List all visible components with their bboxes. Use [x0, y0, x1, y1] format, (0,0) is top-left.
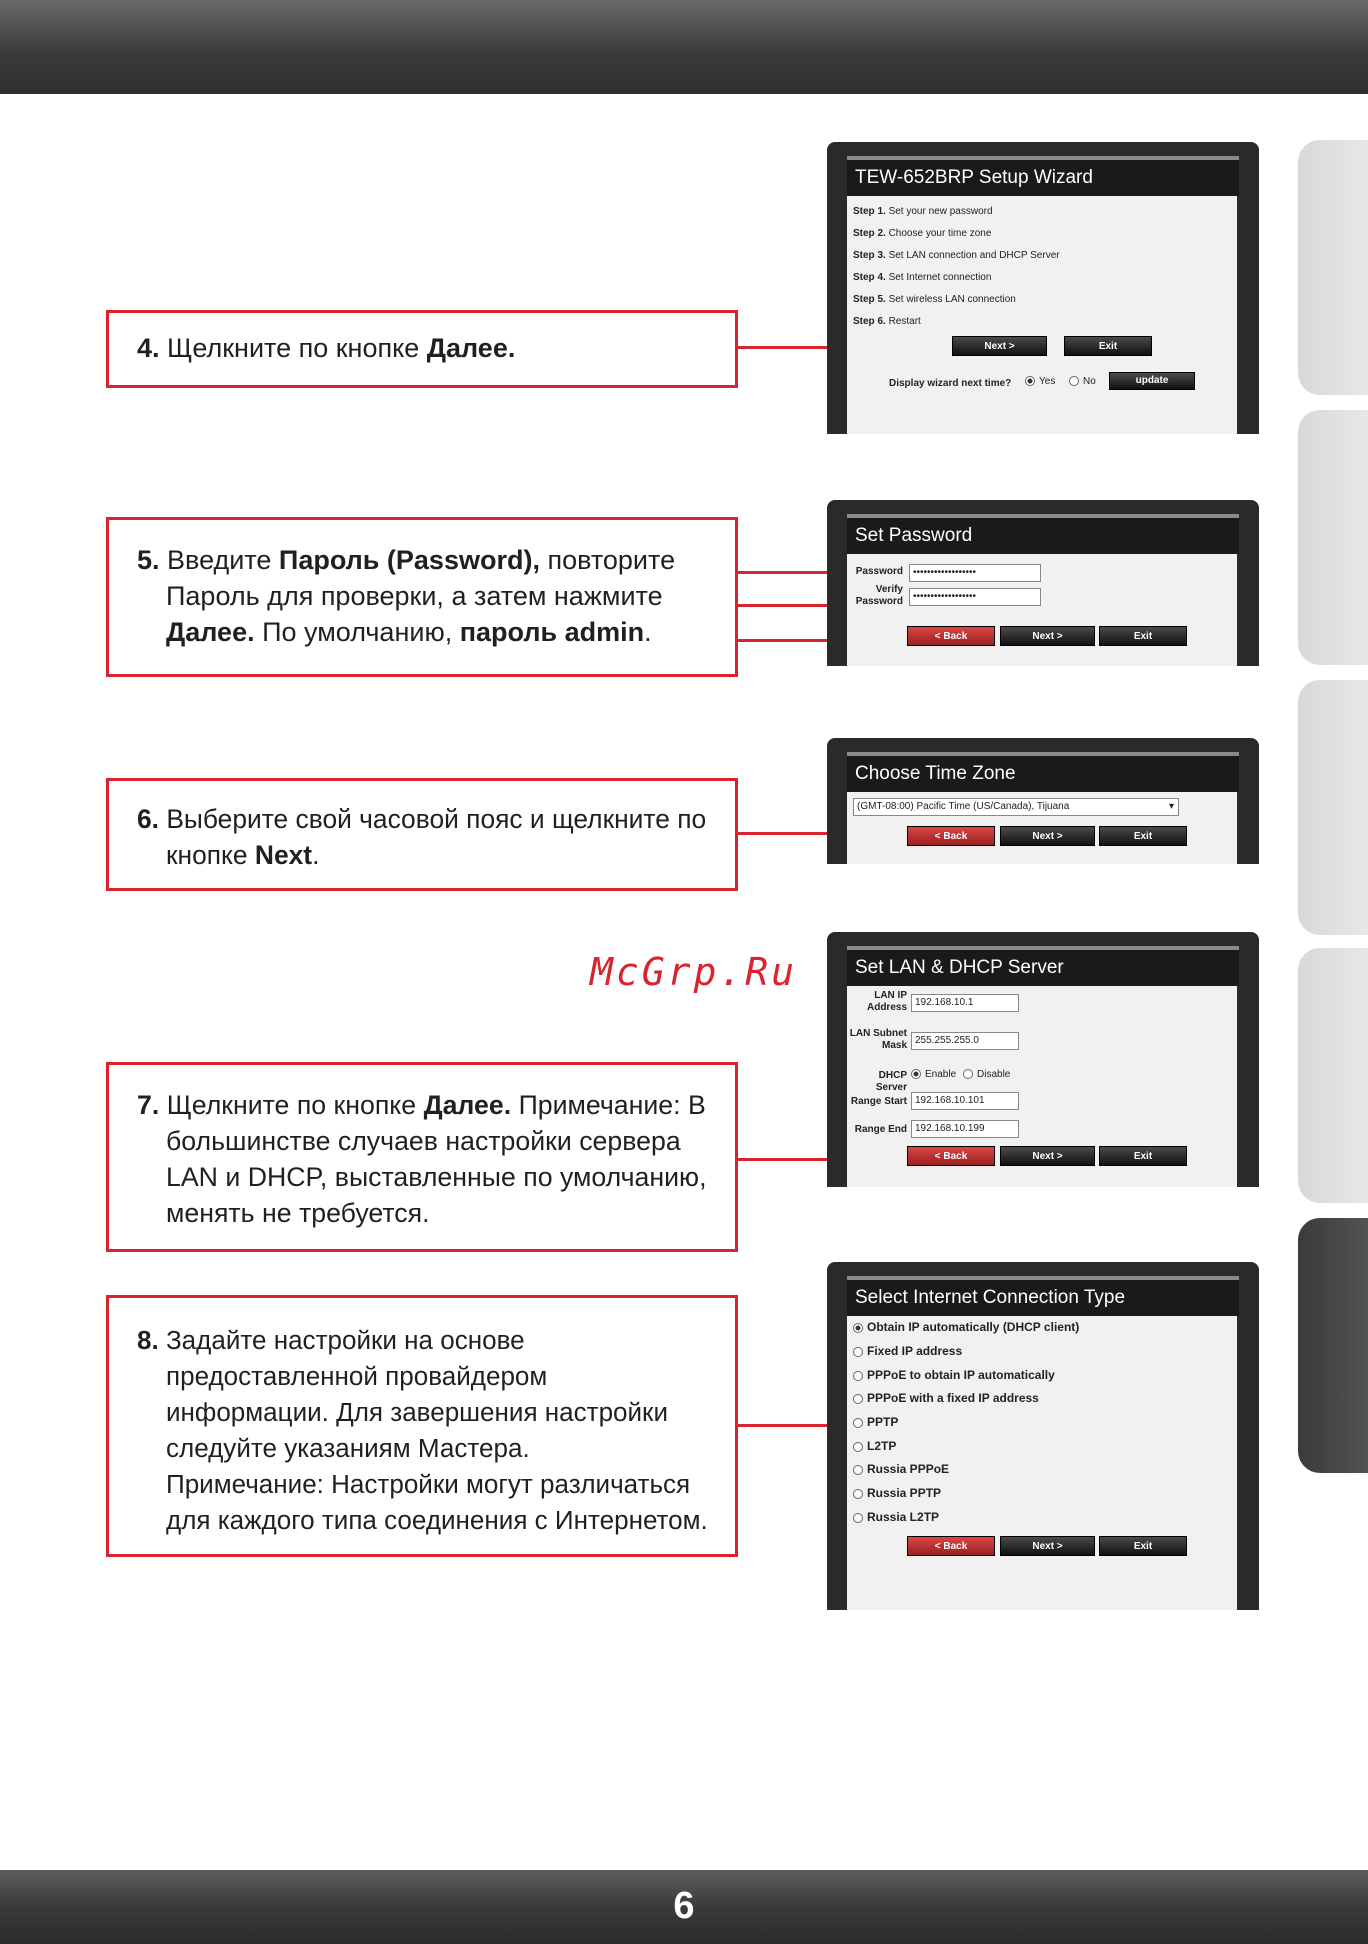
- side-tab-5-active[interactable]: [1298, 1218, 1368, 1473]
- wizard-title: TEW-652BRP Setup Wizard: [847, 156, 1239, 196]
- next-button[interactable]: Next >: [1000, 1146, 1095, 1166]
- option-dhcp[interactable]: Obtain IP automatically (DHCP client): [853, 1320, 1079, 1334]
- wizard-step-6: Step 6. Restart: [853, 316, 921, 327]
- option-russia-pptp[interactable]: Russia PPTP: [853, 1486, 941, 1500]
- back-button[interactable]: < Back: [907, 826, 995, 846]
- option-russia-pppoe[interactable]: Russia PPPoE: [853, 1462, 949, 1476]
- verify-label: Verify Password: [855, 584, 903, 607]
- step-7-text: Щелкните по кнопке: [159, 1090, 424, 1120]
- step-8-line4: следуйте указаниям Мастера.: [166, 1433, 530, 1463]
- step-4-bold: Далее.: [426, 333, 516, 363]
- wizard-step-3: Step 3. Set LAN connection and DHCP Server: [853, 250, 1060, 261]
- back-button[interactable]: < Back: [907, 1536, 995, 1556]
- step-6-bold: Next: [254, 840, 313, 870]
- dhcp-disable-radio[interactable]: Disable: [963, 1069, 1010, 1080]
- step-8-number: 8.: [137, 1325, 159, 1355]
- step-4-box: [106, 310, 738, 388]
- wizard-step-4: Step 4. Set Internet connection: [853, 272, 992, 283]
- step-7-box: [106, 1062, 738, 1252]
- step-6-text2: .: [312, 840, 320, 870]
- step-6-line2: кнопке: [166, 840, 255, 870]
- step-7-line2: большинстве случаев настройки сервера: [166, 1126, 681, 1156]
- step-5-line2: Пароль для проверки, а затем нажмите: [166, 581, 663, 611]
- display-wizard-question: Display wizard next time?: [889, 378, 1012, 389]
- password-screenshot: [827, 500, 1259, 666]
- timezone-select[interactable]: (GMT-08:00) Pacific Time (US/Canada), Tijuana ▾: [853, 798, 1179, 816]
- next-button[interactable]: Next >: [1000, 826, 1095, 846]
- step-4-number: 4.: [137, 333, 160, 363]
- step-5-text: Введите: [159, 545, 279, 575]
- step-5-bold2: Далее.: [166, 617, 255, 647]
- step-8-line2: предоставленной провайдером: [166, 1361, 548, 1391]
- step-7-number: 7.: [137, 1090, 160, 1120]
- step-5-number: 5.: [137, 545, 160, 575]
- exit-button[interactable]: Exit: [1099, 626, 1187, 646]
- step-5-text2: повторите: [539, 545, 676, 575]
- range-start-input[interactable]: 192.168.10.101: [911, 1092, 1019, 1110]
- exit-button[interactable]: Exit: [1099, 1536, 1187, 1556]
- step-6-number: 6.: [137, 804, 159, 834]
- exit-button[interactable]: Exit: [1099, 1146, 1187, 1166]
- next-button[interactable]: Next >: [952, 336, 1047, 356]
- update-button[interactable]: update: [1109, 372, 1195, 390]
- subnet-mask-label: LAN Subnet Mask: [849, 1028, 907, 1051]
- lan-ip-input[interactable]: 192.168.10.1: [911, 994, 1019, 1012]
- yes-radio[interactable]: Yes: [1025, 376, 1055, 387]
- step-8-text: Задайте настройки на основе: [158, 1325, 525, 1355]
- side-tab-1[interactable]: [1298, 140, 1368, 395]
- step-7-line4: менять не требуется.: [166, 1198, 430, 1228]
- step-8-line6: для каждого типа соединения с Интернетом.: [166, 1505, 708, 1535]
- wizard-step-5: Step 5. Set wireless LAN connection: [853, 294, 1016, 305]
- range-end-label: Range End: [854, 1124, 907, 1135]
- chevron-down-icon: ▾: [1168, 801, 1174, 812]
- option-pptp[interactable]: PPTP: [853, 1415, 898, 1429]
- step-5-bold: Пароль (Password),: [278, 545, 540, 575]
- step-8-line3: информации. Для завершения настройки: [166, 1397, 668, 1427]
- side-tab-2[interactable]: [1298, 410, 1368, 665]
- step-5-text4: .: [644, 617, 652, 647]
- password-label: Password: [855, 566, 903, 577]
- subnet-mask-input[interactable]: 255.255.255.0: [911, 1032, 1019, 1050]
- header-bar: [0, 0, 1368, 94]
- option-pppoe-auto[interactable]: PPPoE to obtain IP automatically: [853, 1368, 1055, 1382]
- wizard-screenshot: [827, 142, 1259, 434]
- exit-button[interactable]: Exit: [1099, 826, 1187, 846]
- step-6-box: [106, 778, 738, 891]
- next-button[interactable]: Next >: [1000, 626, 1095, 646]
- exit-button[interactable]: Exit: [1064, 336, 1152, 356]
- back-button[interactable]: < Back: [907, 1146, 995, 1166]
- range-end-input[interactable]: 192.168.10.199: [911, 1120, 1019, 1138]
- page-number: 6: [673, 1885, 695, 1927]
- side-tab-3[interactable]: [1298, 680, 1368, 935]
- watermark: McGrp.Ru: [590, 950, 798, 994]
- step-7-line3: LAN и DHCP, выставленные по умолчанию,: [166, 1162, 707, 1192]
- step-5-box: [106, 517, 738, 677]
- wizard-step-1: Step 1. Set your new password: [853, 206, 993, 217]
- side-tab-4[interactable]: [1298, 948, 1368, 1203]
- option-pppoe-fixed[interactable]: PPPoE with a fixed IP address: [853, 1391, 1039, 1405]
- option-fixed-ip[interactable]: Fixed IP address: [853, 1344, 962, 1358]
- step-8-box: [106, 1295, 738, 1557]
- step-5-text3: По умолчанию,: [254, 617, 460, 647]
- password-input[interactable]: ••••••••••••••••••: [909, 564, 1041, 582]
- step-6-text: Выберите свой часовой пояс и щелкните по: [159, 804, 707, 834]
- step-4-text: Щелкните по кнопке: [159, 333, 427, 363]
- verify-password-input[interactable]: ••••••••••••••••••: [909, 588, 1041, 606]
- internet-connection-screenshot: [827, 1262, 1259, 1610]
- no-radio[interactable]: No: [1069, 376, 1096, 387]
- lan-screenshot: [827, 932, 1259, 1187]
- option-russia-l2tp[interactable]: Russia L2TP: [853, 1510, 939, 1524]
- step-7-bold: Далее.: [423, 1090, 512, 1120]
- timezone-screenshot: [827, 738, 1259, 864]
- step-8-line5: Примечание: Настройки могут различаться: [166, 1469, 691, 1499]
- wizard-step-2: Step 2. Choose your time zone: [853, 228, 992, 239]
- step-7-text2: Примечание: В: [511, 1090, 706, 1120]
- option-l2tp[interactable]: L2TP: [853, 1439, 896, 1453]
- password-title: Set Password: [847, 514, 1239, 554]
- timezone-title: Choose Time Zone: [847, 752, 1239, 792]
- dhcp-enable-radio[interactable]: Enable: [911, 1069, 956, 1080]
- lan-ip-label: LAN IP Address: [866, 990, 907, 1013]
- back-button[interactable]: < Back: [907, 626, 995, 646]
- step-5-bold3: пароль admin: [459, 617, 645, 647]
- range-start-label: Range Start: [850, 1096, 907, 1107]
- next-button[interactable]: Next >: [1000, 1536, 1095, 1556]
- internet-connection-title: Select Internet Connection Type: [847, 1276, 1239, 1316]
- dhcp-server-label: DHCP Server: [875, 1070, 907, 1093]
- lan-title: Set LAN & DHCP Server: [847, 946, 1239, 986]
